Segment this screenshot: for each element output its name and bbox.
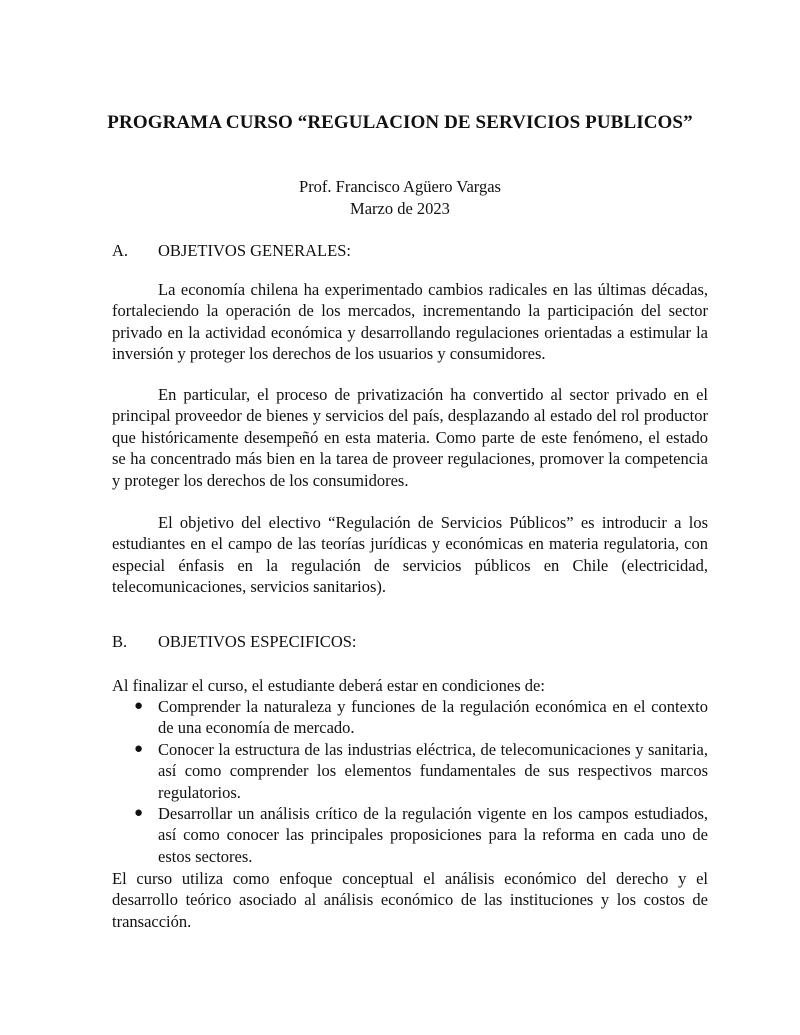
section-a-paragraph-2: En particular, el proceso de privatización ha convertido al sector privado en el principal proveedor de bienes y servicios del país, desplazando al estado del rol productor que históricamente desempeñó en esta materia. Como parte de este fenómeno, el estado se ha concentrado más bien en la tarea de proveer regulaciones, promover la competencia y proteger los derechos de los consumidores. xyxy=(112,385,708,490)
professor-name: Prof. Francisco Agüero Vargas xyxy=(299,177,501,196)
section-b-intro: Al finalizar el curso, el estudiante deberá estar en condiciones de: xyxy=(112,676,545,695)
list-item xyxy=(112,696,708,739)
list-item-text: Desarrollar un análisis crítico de la regulación vigente en los campos estudiados, así como conocer las principales proposiciones para la reforma en cada uno de estos sectores. xyxy=(158,804,708,866)
list-item-text: Comprender la naturaleza y funciones de la regulación económica en el contexto de una economía de mercado. xyxy=(158,697,708,738)
section-a-paragraph-1: La economía chilena ha experimentado cambios radicales en las últimas décadas, fortaleciendo la operación de los mercados, incrementando la participación del sector privado en la actividad económica y desarrollando regulaciones orientadas a estimular la inversión y proteger los derechos de los usuarios y consumidores. xyxy=(112,280,708,364)
section-b-closing: El curso utiliza como enfoque conceptual el análisis económico del derecho y el desarrollo teórico asociado al análisis económico de las instituciones y los costos de transacción. xyxy=(112,869,708,931)
section-a-letter: A. xyxy=(112,241,129,260)
page-title: PROGRAMA CURSO “REGULACION DE SERVICIOS PUBLICOS” xyxy=(107,112,693,133)
bullet-icon: ● xyxy=(134,698,144,714)
section-a-title: OBJETIVOS GENERALES: xyxy=(158,241,351,260)
section-b-title: OBJETIVOS ESPECIFICOS: xyxy=(158,632,357,651)
bullet-icon: ● xyxy=(134,805,144,822)
section-b-letter: B. xyxy=(112,632,128,651)
objectives-list xyxy=(112,696,708,867)
list-item xyxy=(112,739,708,803)
list-item-text: Conocer la estructura de las industrias eléctrica, de telecomunicaciones y sanitaria, así como comprender los elementos fundamentales de sus respectivos marcos regulatorios. xyxy=(158,739,708,802)
section-a-paragraph-3: El objetivo del electivo “Regulación de Servicios Públicos” es introducir a los estudiantes en el campo de las teorías jurídicas y económicas en materia regulatoria, con especial énfasis en la regulación de servicios públicos en Chile (electricidad, telecomunicaciones, servicios sanitarios). xyxy=(112,513,708,597)
document-date: Marzo de 2023 xyxy=(350,199,450,218)
section-a-heading xyxy=(112,241,351,261)
list-item xyxy=(112,803,708,867)
bullet-icon: ● xyxy=(134,740,144,757)
section-b-heading xyxy=(112,632,357,652)
